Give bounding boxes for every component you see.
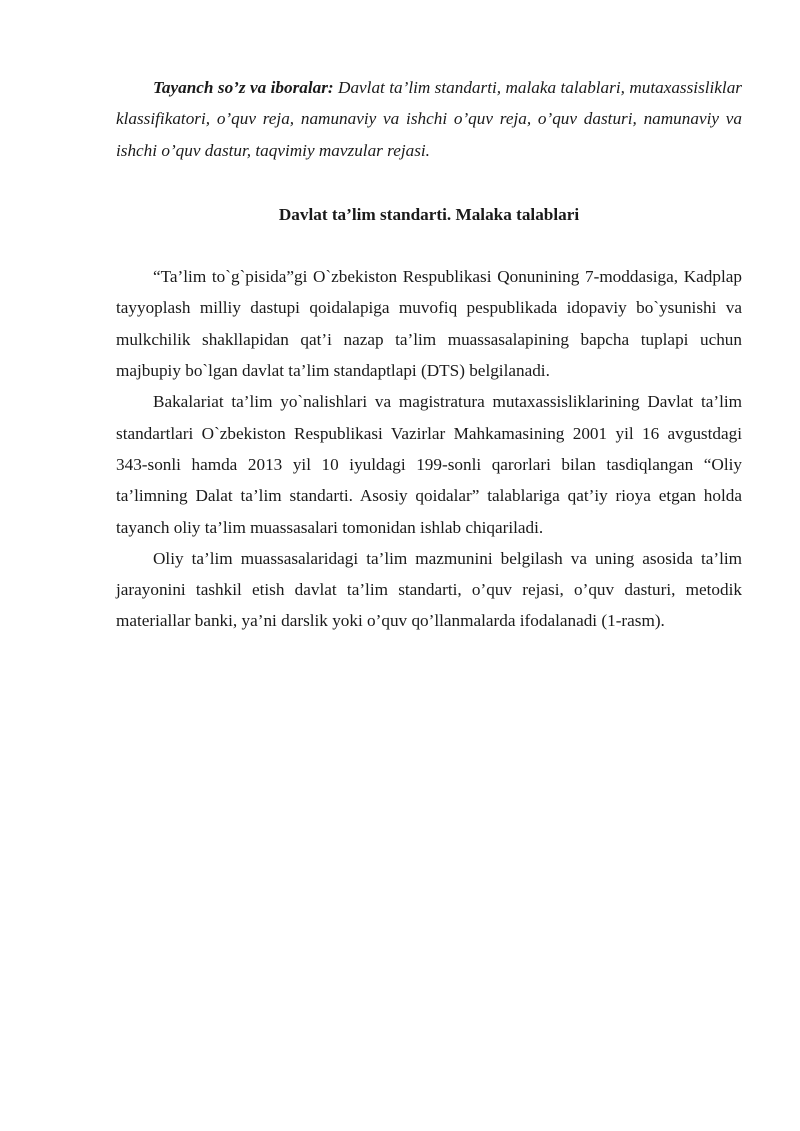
keywords-paragraph <box>116 72 742 166</box>
body-paragraph-2: Bakalariat ta’lim yo`nalishlari va magistratura mutaxassisliklarining Davlat ta’lim standartlari O`zbekiston Respublikasi Vazirlar Mahkamasining 2001 yil 16 avgustdagi 343-sonli hamda 2013 yil 10 iyuldagi 199-sonli qarorlari bilan tasdiqlangan “Oliy ta’limning Dalat ta’lim standarti. Asosiy qoidalar” talablariga qat’iy rioya etgan holda tayanch oliy ta’lim muassasalari tomonidan ishlab chiqariladi. <box>116 392 742 537</box>
keywords-label: Tayanch so’z va iboralar: <box>153 78 334 97</box>
body-paragraph-3: Oliy ta’lim muassasalaridagi ta’lim mazmunini belgilash va uning asosida ta’lim jarayonini tashkil etish davlat ta’lim standarti, o’quv rejasi, o’quv dasturi, metodik materiallar banki, ya’ni darslik yoki o’quv qo’llanmalarda ifodalanadi (1-rasm). <box>116 548 742 631</box>
page-content <box>116 72 742 637</box>
body-paragraph-1: “Ta’lim to`g`pisida”gi O`zbekiston Respublikasi Qonunining 7-moddasiga, Kadplap tayyoplash milliy dastupi qoidalapiga muvofiq pespublikada idopaviy bo`ysunishi va mulkchilik shakllapidan qat’i nazap ta’lim muassasalapining bapcha tuplapi uchun majbupiy bo`lgan davlat ta’lim standaptlapi (DTS) belgilanadi. <box>116 267 742 381</box>
keywords-text: Davlat ta’lim standarti, malaka talablari, mutaxassisliklar klassifikatori, o’quv reja, namunaviy va ishchi o’quv reja, o’quv dasturi, namunaviy va ishchi o’quv dastur, taqvimiy mavzular rejasi. <box>116 78 742 160</box>
section-heading: Davlat ta’lim standarti. Malaka talablari <box>278 204 580 224</box>
